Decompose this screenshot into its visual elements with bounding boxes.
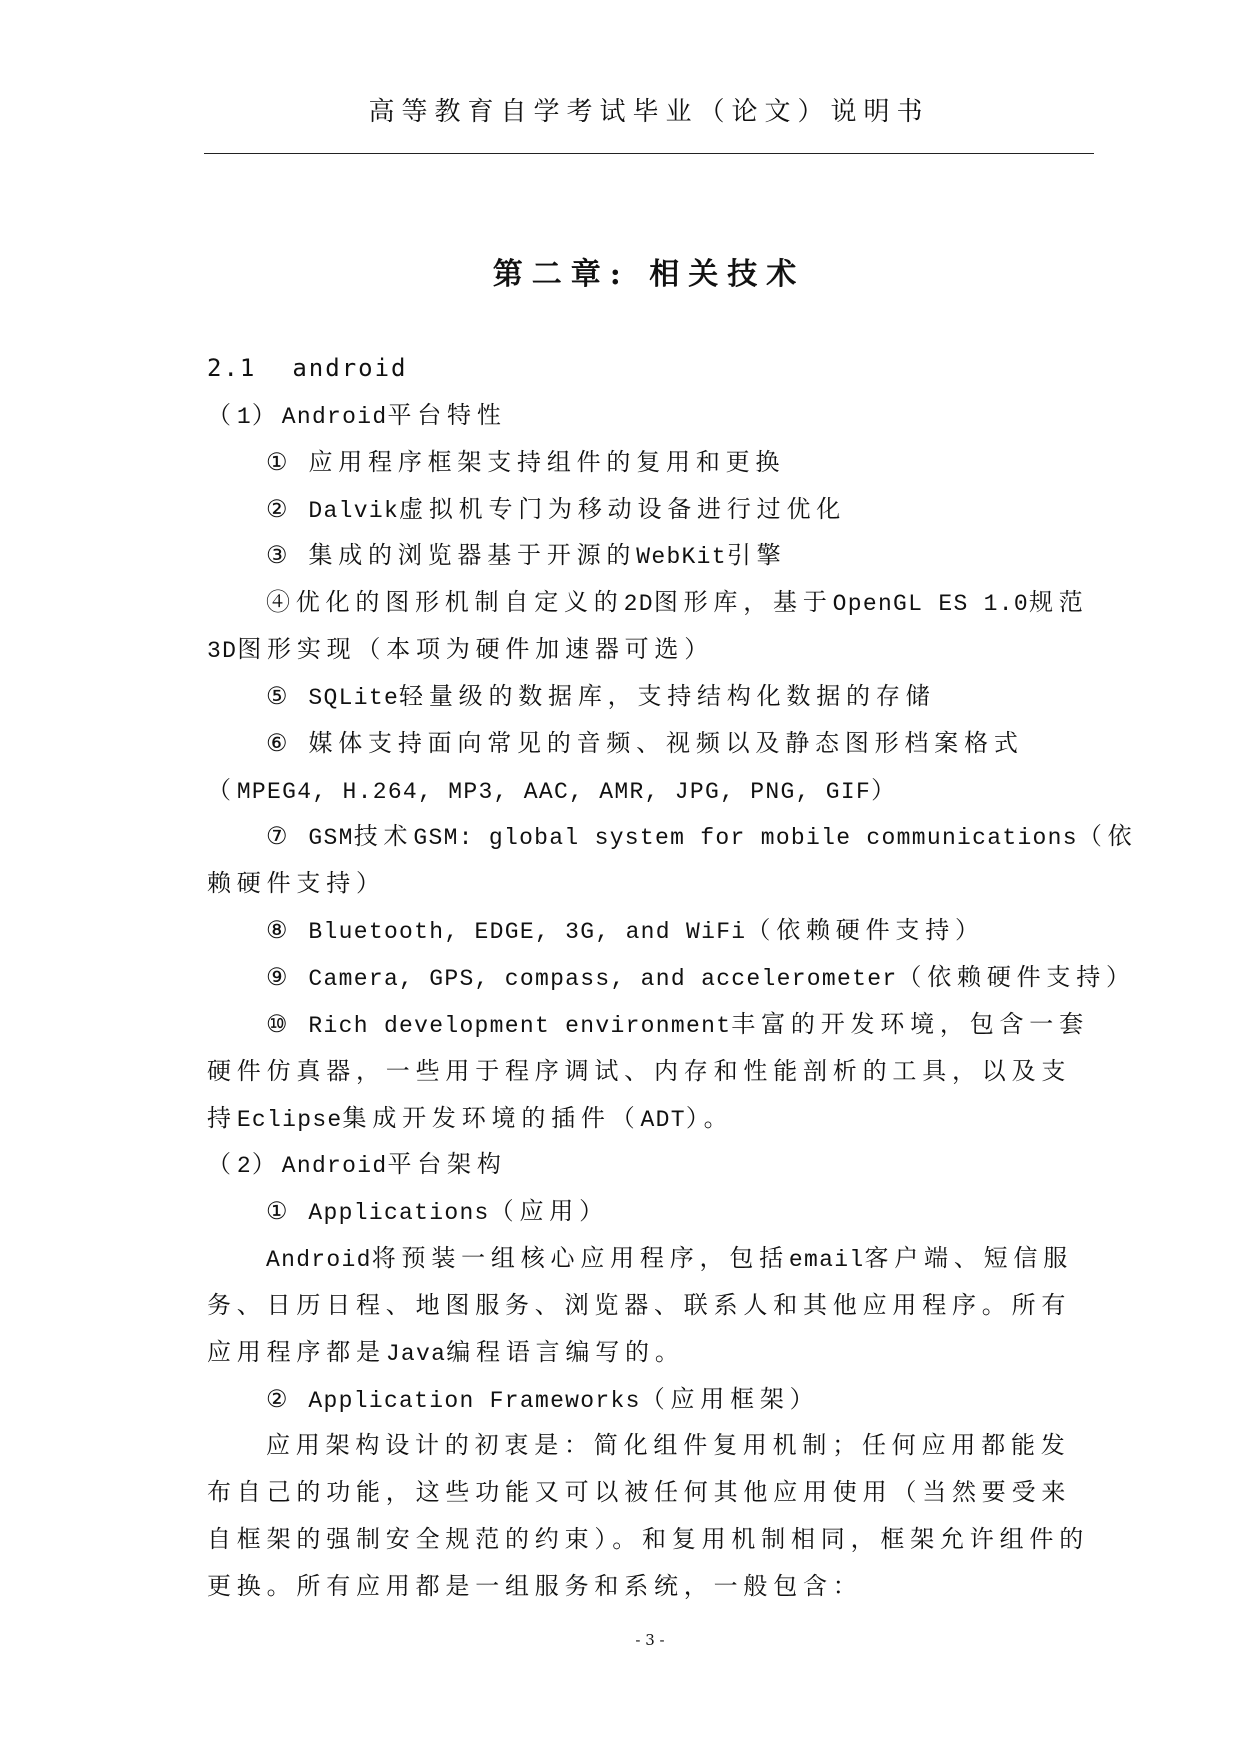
latin-text-run: email [788,1247,865,1274]
feature-item-continuation: 持Eclipse集成开发环境的插件（ADT）。 [207,1103,734,1133]
latin-text-run: Application Frameworks [293,1387,641,1414]
architecture-item-heading: ① Applications（应用） [266,1197,609,1227]
latin-text-run: 1 [236,403,252,430]
latin-text-run: Android [281,403,388,430]
paragraph-line: 更换。所有应用都是一组服务和系统，一般包含： [207,1571,863,1600]
latin-text-run: Rich development environment [293,1012,732,1039]
latin-text-run: SQLite [293,684,400,711]
feature-item-continuation: 3D图形实现（本项为硬件加速器可选） [207,635,715,665]
latin-text-run: MPEG4, H.264, MP3, AAC, AMR, JPG, PNG, GIF [236,778,872,805]
feature-item: ⑩ Rich development environment丰富的开发环境，包含一套 [266,1009,1089,1039]
feature-item: ⑦ GSM技术GSM: global system for mobile communications（依 [266,822,1138,852]
latin-text-run: WebKit [636,544,727,571]
running-header: 高等教育自学考试毕业（论文）说明书 [368,97,930,127]
latin-text-run: ADT [640,1106,686,1133]
feature-item: ⑨ Camera, GPS, compass, and accelerometer（依赖硬件支持） [266,962,1136,992]
architecture-item-heading: ② Application Frameworks（应用框架） [266,1384,820,1414]
latin-text-run: Eclipse [236,1106,343,1133]
feature-item: ⑥ 媒体支持面向常见的音频、视频以及静态图形档案格式 [266,728,1024,757]
latin-text-run: OpenGL ES 1.0 [832,591,1029,618]
latin-text-run: 2D [623,591,654,618]
latin-text-run: GSM: global system for mobile communications [413,825,1078,852]
feature-item-continuation: 赖硬件支持） [207,869,386,898]
latin-text-run [293,451,308,477]
latin-text-run: Android [281,1153,388,1180]
feature-item: ④优化的图形机制自定义的2D图形库，基于OpenGL ES 1.0规范 [266,588,1089,618]
latin-text-run: GSM [293,825,354,852]
latin-text-run: 2 [236,1153,252,1180]
chapter-title: 第二章: 相关技术 [492,257,806,292]
paragraph-line: 应用程序都是Java编程语言编写的。 [207,1337,685,1367]
section-number: 2.1 [207,354,257,382]
feature-item: ① 应用程序框架支持组件的复用和更换 [266,447,786,476]
header-rule [204,153,1094,154]
section-title: android [292,354,408,382]
latin-text-run: Android [266,1247,372,1274]
subsection-heading-features: （1）Android平台特性 [207,400,507,430]
latin-text-run: Dalvik [293,497,400,524]
paragraph-line: 自框架的强制安全规范的约束）。和复用机制相同，框架允许组件的 [207,1525,1089,1554]
paragraph-line: 布自己的功能，这些功能又可以被任何其他应用使用（当然要受来 [207,1478,1072,1507]
latin-text-run [293,732,308,758]
latin-text-run [293,544,308,570]
paragraph-line: 应用架构设计的初衷是：简化组件复用机制；任何应用都能发 [266,1431,1071,1460]
section-heading [207,345,1167,392]
latin-text-run: Applications [293,1200,490,1227]
latin-text-run: Bluetooth, EDGE, 3G, and WiFi [293,919,747,946]
feature-item-continuation: （MPEG4, H.264, MP3, AAC, AMR, JPG, PNG, GIF） [207,775,901,805]
section-body [207,345,1167,1610]
feature-item: ⑤ SQLite轻量级的数据库，支持结构化数据的存储 [266,681,936,711]
feature-item: ③ 集成的浏览器基于开源的WebKit引擎 [266,541,787,571]
feature-item: ⑧ Bluetooth, EDGE, 3G, and WiFi（依赖硬件支持） [266,916,985,946]
latin-text-run: Camera, GPS, compass, and accelerometer [293,965,898,992]
page-number: - 3 - [635,1631,665,1649]
feature-item: ② Dalvik虚拟机专门为移动设备进行过优化 [266,494,847,524]
subsection-heading-architecture: （2）Android平台架构 [207,1150,507,1180]
paragraph-line: 务、日历日程、地图服务、浏览器、联系人和其他应用程序。所有 [207,1290,1072,1319]
latin-text-run: 3D [207,638,238,665]
feature-item-continuation: 硬件仿真器，一些用于程序调试、内存和性能剖析的工具，以及支 [207,1056,1072,1085]
paragraph-line: Android将预装一组核心应用程序，包括email客户端、短信服 [266,1244,1074,1274]
latin-text-run: Java [385,1340,447,1367]
